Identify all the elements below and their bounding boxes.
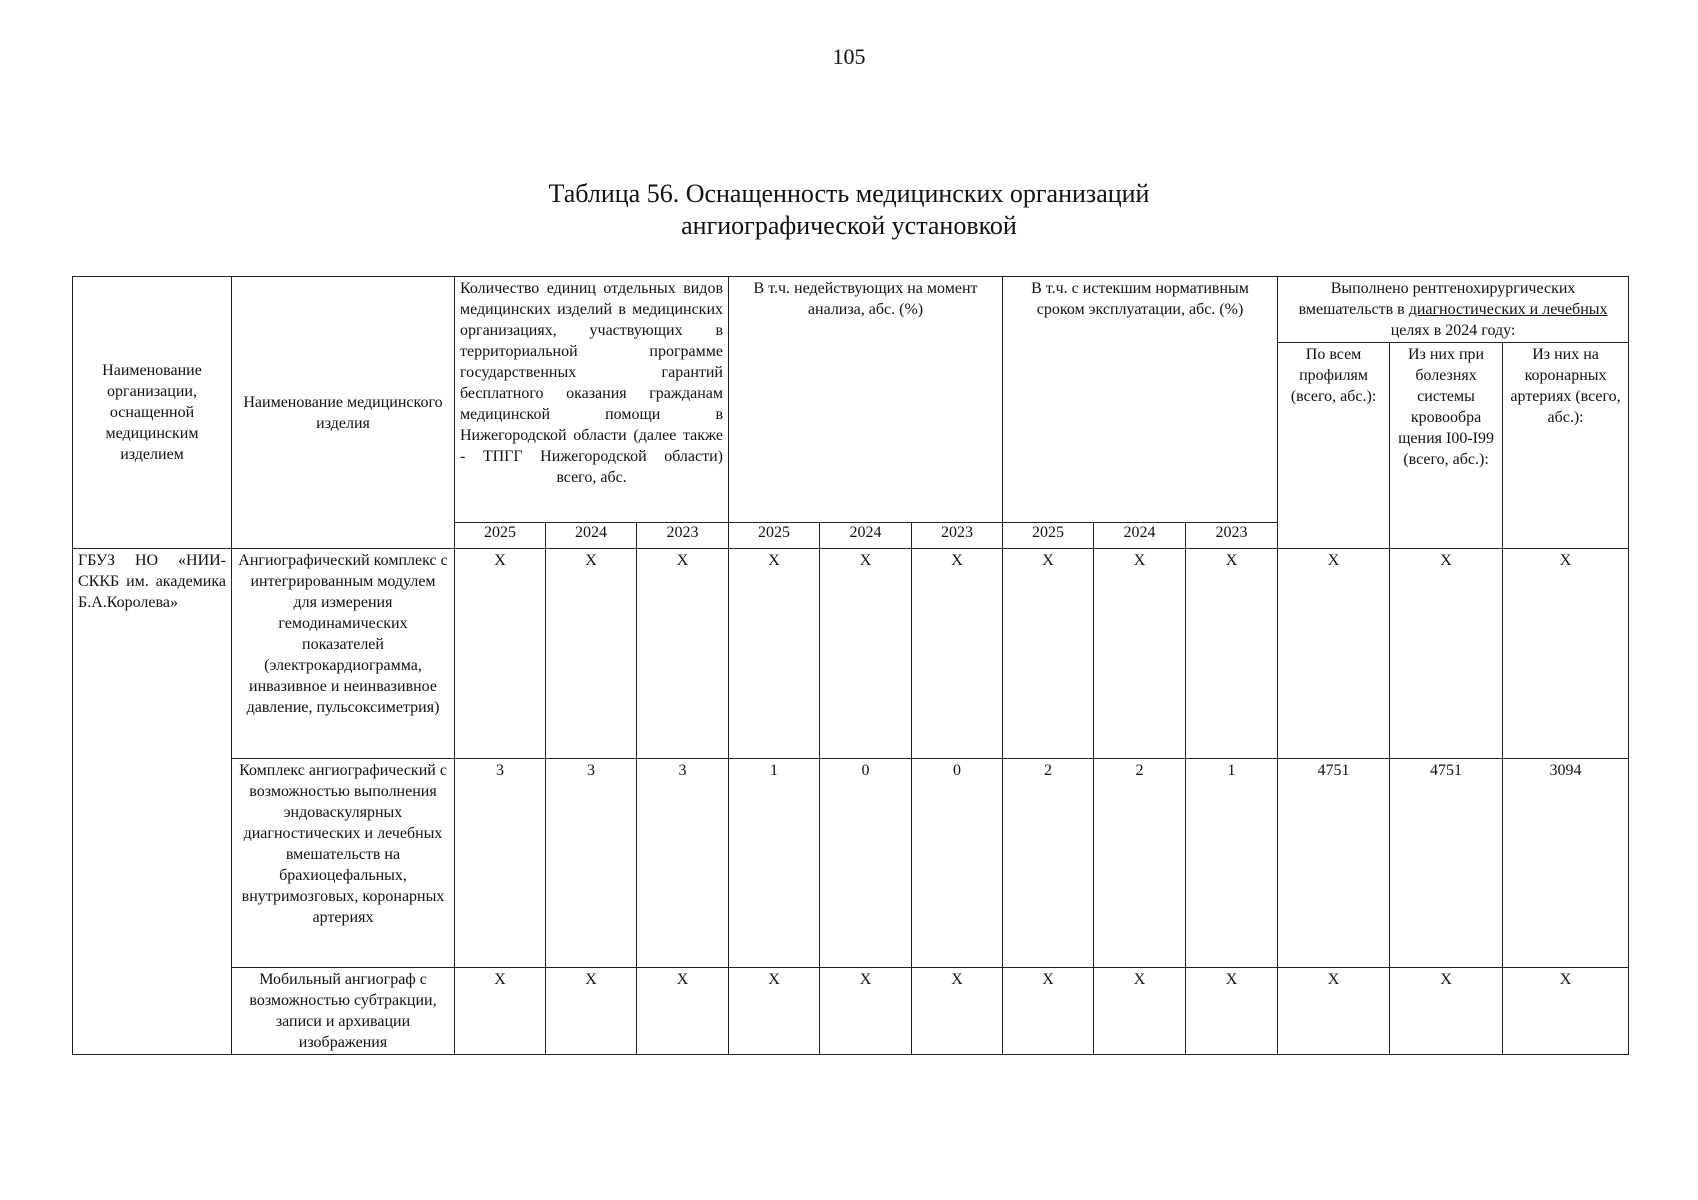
equipment-table	[72, 276, 1629, 1055]
value-cell: X	[546, 968, 637, 1055]
device-name: Ангиографический комплекс с интегрированным модулем для измерения гемодинамических показателей (электрокардиограмма, инвазивное и неинвазивное давление, пульсоксиметрия)	[232, 549, 455, 759]
value-cell: 3	[637, 759, 729, 968]
year-quantity-2024: 2024	[546, 523, 637, 549]
value-cell: 2	[1003, 759, 1094, 968]
value-cell: 3094	[1503, 759, 1629, 968]
value-cell: 1	[1186, 759, 1278, 968]
value-cell: X	[729, 968, 820, 1055]
value-cell: X	[1390, 549, 1503, 759]
year-quantity-2025: 2025	[455, 523, 546, 549]
year-inactive-2024: 2024	[820, 523, 912, 549]
year-quantity-2023: 2023	[637, 523, 729, 549]
header-coronary: Из них на коронарных артериях (всего, абс.):	[1503, 343, 1629, 549]
year-expired-2025: 2025	[1003, 523, 1094, 549]
header-performed-post: целях в 2024 году:	[1390, 322, 1516, 339]
value-cell: X	[1278, 549, 1390, 759]
table-title	[0, 178, 1698, 242]
table-row	[73, 968, 1629, 1055]
value-cell: X	[820, 968, 912, 1055]
header-device: Наименование медицинского изделия	[232, 277, 455, 549]
year-expired-2023: 2023	[1186, 523, 1278, 549]
value-cell: 4751	[1390, 759, 1503, 968]
value-cell: X	[729, 549, 820, 759]
header-expired: В т.ч. с истекшим нормативным сроком эксплуатации, абс. (%)	[1003, 277, 1278, 523]
org-name-cell-empty	[73, 759, 232, 968]
value-cell: 3	[455, 759, 546, 968]
device-name: Мобильный ангиограф с возможностью субтракции, записи и архивации изображения	[232, 968, 455, 1055]
year-inactive-2025: 2025	[729, 523, 820, 549]
header-inactive: В т.ч. недействующих на момент анализа, абс. (%)	[729, 277, 1003, 523]
org-name: ГБУЗ НО «НИИ-СККБ им. академика Б.А.Королева»	[78, 552, 226, 611]
value-cell: X	[1390, 968, 1503, 1055]
value-cell: X	[455, 549, 546, 759]
value-cell: X	[1186, 549, 1278, 759]
table-row	[73, 759, 1629, 968]
table-title-line-1: Таблица 56. Оснащенность медицинских организаций	[548, 179, 1150, 208]
table-title-line-2: ангиографической установкой	[681, 211, 1017, 240]
value-cell: 3	[546, 759, 637, 968]
value-cell: 0	[912, 759, 1003, 968]
device-name: Комплекс ангиографический с возможностью выполнения эндоваскулярных диагностических и лечебных вмешательств на брахиоцефальных, внутримозговых, коронарных артериях	[232, 759, 455, 968]
value-cell: X	[1186, 968, 1278, 1055]
page-number: 105	[832, 44, 866, 69]
header-quantity: Количество единиц отдельных видов медицинских изделий в медицинских организациях, участвующих в территориальной программе государственных гарантий бесплатного оказания гражданам медицинской помощи в Нижегородской области (далее также - ТПГГ Нижегородской области) всего, абс.	[455, 277, 729, 523]
value-cell: X	[637, 968, 729, 1055]
value-cell: X	[1003, 968, 1094, 1055]
value-cell: X	[455, 968, 546, 1055]
header-performed-underlined: диагностических и лечебных	[1408, 301, 1608, 318]
value-cell: 0	[820, 759, 912, 968]
year-inactive-2023: 2023	[912, 523, 1003, 549]
header-org: Наименование организации, оснащенной медицинским изделием	[73, 277, 232, 549]
value-cell: X	[912, 549, 1003, 759]
value-cell: X	[1094, 549, 1186, 759]
value-cell: X	[637, 549, 729, 759]
value-cell: X	[1278, 968, 1390, 1055]
header-all-profiles: По всем профилям (всего, абс.):	[1278, 343, 1390, 549]
table-row	[73, 549, 1629, 759]
header-performed	[1278, 277, 1629, 343]
value-cell: X	[1094, 968, 1186, 1055]
header-performed-pre: Выполнено рентгенохирургических вмешательств в	[1298, 280, 1576, 318]
value-cell: X	[912, 968, 1003, 1055]
year-expired-2024: 2024	[1094, 523, 1186, 549]
value-cell: 4751	[1278, 759, 1390, 968]
org-name-cell-empty	[73, 968, 232, 1055]
value-cell: 2	[1094, 759, 1186, 968]
value-cell: X	[546, 549, 637, 759]
value-cell: 1	[729, 759, 820, 968]
value-cell: X	[820, 549, 912, 759]
value-cell: X	[1503, 968, 1629, 1055]
header-circulatory: Из них при болезнях системы кровообра щения I00-I99 (всего, абс.):	[1390, 343, 1503, 549]
value-cell: X	[1003, 549, 1094, 759]
value-cell: X	[1503, 549, 1629, 759]
org-name-cell	[73, 549, 232, 759]
